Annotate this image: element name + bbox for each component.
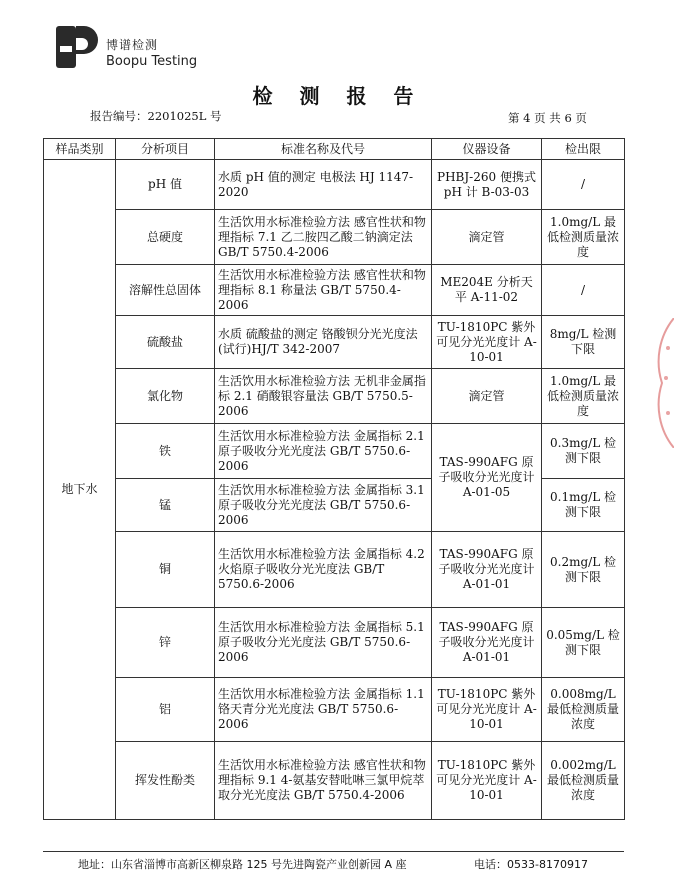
item-cell: 总硬度 xyxy=(116,210,215,265)
instrument-cell: PHBJ-260 便携式 pH 计 B-03-03 xyxy=(432,160,542,210)
header-standard: 标准名称及代号 xyxy=(215,139,432,160)
footer-address: 地址：山东省淄博市高新区柳泉路 125 号先进陶瓷产业创新园 A 座 xyxy=(78,858,407,871)
test-report-table xyxy=(43,138,625,820)
standard-cell: 生活饮用水标准检验方法 无机非金属指标 2.1 硝酸银容量法 GB/T 5750.5-2006 xyxy=(215,369,432,424)
item-cell: 锰 xyxy=(116,479,215,532)
item-cell: 氯化物 xyxy=(116,369,215,424)
table-row xyxy=(44,369,625,424)
report-title: 检 测 报 告 xyxy=(252,84,424,108)
instrument-cell: ME204E 分析天平 A-11-02 xyxy=(432,265,542,316)
standard-cell: 生活饮用水标准检验方法 金属指标 5.1 原子吸收分光光度法 GB/T 5750.6-2006 xyxy=(215,608,432,678)
standard-cell: 生活饮用水标准检验方法 金属指标 1.1 铬天青分光光度法 GB/T 5750.6-2006 xyxy=(215,678,432,742)
instrument-cell: TAS-990AFG 原子吸收分光光度计 A-01-01 xyxy=(432,532,542,608)
limit-cell: / xyxy=(542,160,625,210)
item-cell: 硫酸盐 xyxy=(116,316,215,369)
item-cell: 溶解性总固体 xyxy=(116,265,215,316)
boopu-logo-icon xyxy=(54,24,100,70)
table-row xyxy=(44,532,625,608)
limit-cell: 0.05mg/L 检测下限 xyxy=(542,608,625,678)
standard-cell: 水质 硫酸盐的测定 铬酸钡分光光度法(试行)HJ/T 342-2007 xyxy=(215,316,432,369)
report-number: 报告编号：2201025L 号 xyxy=(90,109,222,123)
seal-stamp-icon xyxy=(656,318,674,448)
table-header-row xyxy=(44,139,625,160)
sample-category-cell: 地下水 xyxy=(44,160,116,820)
header-analysis-item: 分析项目 xyxy=(116,139,215,160)
standard-cell: 生活饮用水标准检验方法 感官性状和物理指标 8.1 称量法 GB/T 5750.4-2006 xyxy=(215,265,432,316)
limit-cell: 0.3mg/L 检测下限 xyxy=(542,424,625,479)
table-row xyxy=(44,608,625,678)
limit-cell: / xyxy=(542,265,625,316)
item-cell: 铝 xyxy=(116,678,215,742)
standard-cell: 水质 pH 值的测定 电极法 HJ 1147-2020 xyxy=(215,160,432,210)
table-row xyxy=(44,316,625,369)
table-row xyxy=(44,160,625,210)
standard-cell: 生活饮用水标准检验方法 感官性状和物理指标 7.1 乙二胺四乙酸二钠滴定法 GB/T 5750.4-2006 xyxy=(215,210,432,265)
header-instrument: 仪器设备 xyxy=(432,139,542,160)
table-row xyxy=(44,678,625,742)
limit-cell: 0.2mg/L 检测下限 xyxy=(542,532,625,608)
instrument-cell: 滴定管 xyxy=(432,210,542,265)
instrument-cell: TAS-990AFG 原子吸收分光光度计 A-01-05 xyxy=(432,424,542,532)
table-row xyxy=(44,424,625,479)
limit-cell: 0.1mg/L 检测下限 xyxy=(542,479,625,532)
instrument-cell: 滴定管 xyxy=(432,369,542,424)
standard-cell: 生活饮用水标准检验方法 金属指标 4.2 火焰原子吸收分光光度法 GB/T 5750.6-2006 xyxy=(215,532,432,608)
instrument-cell: TU-1810PC 紫外可见分光光度计 A-10-01 xyxy=(432,316,542,369)
instrument-cell: TU-1810PC 紫外可见分光光度计 A-10-01 xyxy=(432,742,542,820)
header-sample-category: 样品类别 xyxy=(44,139,116,160)
footer-divider xyxy=(43,851,624,852)
page-info: 第 4 页 共 6 页 xyxy=(508,111,587,125)
table-row xyxy=(44,265,625,316)
instrument-cell: TAS-990AFG 原子吸收分光光度计 A-01-01 xyxy=(432,608,542,678)
limit-cell: 1.0mg/L 最低检测质量浓度 xyxy=(542,210,625,265)
header-detection-limit: 检出限 xyxy=(542,139,625,160)
brand-name-en: Boopu Testing xyxy=(106,54,198,69)
item-cell: 挥发性酚类 xyxy=(116,742,215,820)
footer-phone: 电话：0533-8170917 xyxy=(474,858,588,871)
item-cell: pH 值 xyxy=(116,160,215,210)
limit-cell: 8mg/L 检测下限 xyxy=(542,316,625,369)
item-cell: 铁 xyxy=(116,424,215,479)
instrument-cell: TU-1810PC 紫外可见分光光度计 A-10-01 xyxy=(432,678,542,742)
standard-cell: 生活饮用水标准检验方法 金属指标 3.1 原子吸收分光光度法 GB/T 5750.6-2006 xyxy=(215,479,432,532)
table-row xyxy=(44,210,625,265)
item-cell: 锌 xyxy=(116,608,215,678)
table-row xyxy=(44,742,625,820)
brand-name-cn: 博谱检测 xyxy=(106,38,159,52)
limit-cell: 0.002mg/L 最低检测质量浓度 xyxy=(542,742,625,820)
item-cell: 铜 xyxy=(116,532,215,608)
standard-cell: 生活饮用水标准检验方法 金属指标 2.1 原子吸收分光光度法 GB/T 5750.6-2006 xyxy=(215,424,432,479)
standard-cell: 生活饮用水标准检验方法 感官性状和物理指标 9.1 4-氨基安替吡啉三氯甲烷萃取分光光度法 GB/T 5750.4-2006 xyxy=(215,742,432,820)
limit-cell: 0.008mg/L 最低检测质量浓度 xyxy=(542,678,625,742)
limit-cell: 1.0mg/L 最低检测质量浓度 xyxy=(542,369,625,424)
